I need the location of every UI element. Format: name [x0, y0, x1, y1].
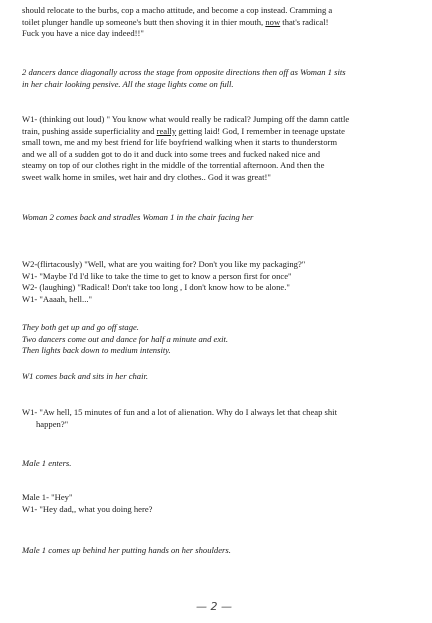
stage-direction-3 — [22, 322, 424, 357]
text-line: W1 comes back and sits in her chair. — [22, 371, 149, 381]
text-line: steamy on top of our clothes right in the middle of the torrential afternoon. And then the — [22, 160, 325, 170]
text-line: happen?" — [36, 418, 69, 429]
text-line: Two dancers come out and dance for half a minute and exit. — [22, 333, 229, 344]
stage-direction-4 — [22, 371, 424, 383]
stage-direction-1 — [22, 67, 424, 90]
text-line: Male 1 comes up behind her putting hands on her shoulders. — [22, 545, 231, 555]
stage-direction-6 — [22, 545, 424, 557]
dialogue-block-2 — [22, 114, 424, 183]
stage-direction-5 — [22, 458, 424, 470]
text-line: W1- "Hey dad,, what you doing here? — [22, 503, 153, 514]
text-line: small town, me and my best friend for life boyfriend walking when it starts to thunderstorm — [22, 137, 338, 147]
dialogue-block-1 — [22, 5, 424, 40]
text-line: W1- (thinking out loud) " You know what would really be radical? Jumping off the damn cattle — [22, 114, 350, 124]
text-line: Male 1 enters. — [22, 458, 72, 468]
stage-direction-2 — [22, 212, 424, 224]
dialogue-block-4 — [22, 407, 424, 430]
dialogue-block-5 — [22, 492, 424, 515]
text-line: toilet plunger handle up someone's butt then shoving it in thier mouth, now that's radical! — [22, 16, 329, 27]
text-line: W2- (laughing) "Radical! Don't take too long , I don't know how to be alone." — [22, 282, 290, 292]
text-line: Then lights back down to medium intensity. — [22, 345, 171, 355]
text-line: sweet walk home in smiles, wet hair and dry clothes.. God it was great!" — [22, 171, 271, 182]
underlined-word: really — [156, 125, 177, 136]
text-line: Fuck you have a nice day indeed!!" — [22, 28, 144, 38]
text-line: W1- "Maybe I'd I'd like to take the time to get to know a person first for once" — [22, 270, 292, 281]
text-line: and we all of a sudden got to do it and duck into some trees and fucked naked nice and — [22, 148, 321, 159]
text-line: train, pushing asside superficiality and really getting laid! God, I remember in teenage upstate — [22, 125, 345, 136]
text-line: in her chair looking pensive. All the stage lights come on full. — [22, 78, 234, 89]
text-line: W1- "Aaaah, hell..." — [22, 293, 93, 304]
dialogue-block-3 — [22, 259, 424, 305]
text-line: W2-(flirtacously) "Well, what are you waiting for? Don't you like my packaging?" — [22, 259, 306, 269]
text-line: W1- "Aw hell, 15 minutes of fun and a lot of alienation. Why do I always let that cheap shit — [22, 407, 337, 417]
text-line: Male 1- "Hey" — [22, 492, 73, 502]
text-line: They both get up and go off stage. — [22, 322, 139, 332]
underlined-word: now — [265, 16, 281, 27]
text-line: 2 dancers dance diagonally across the stage from opposite directions then off as Woman 1 sits — [22, 67, 346, 77]
page-number: — 2 — — [196, 600, 232, 613]
text-line: should relocate to the burbs, cop a macho attitude, and become a cop instead. Cramming a — [22, 5, 333, 15]
text-line: Woman 2 comes back and stradles Woman 1 in the chair facing her — [22, 212, 254, 222]
